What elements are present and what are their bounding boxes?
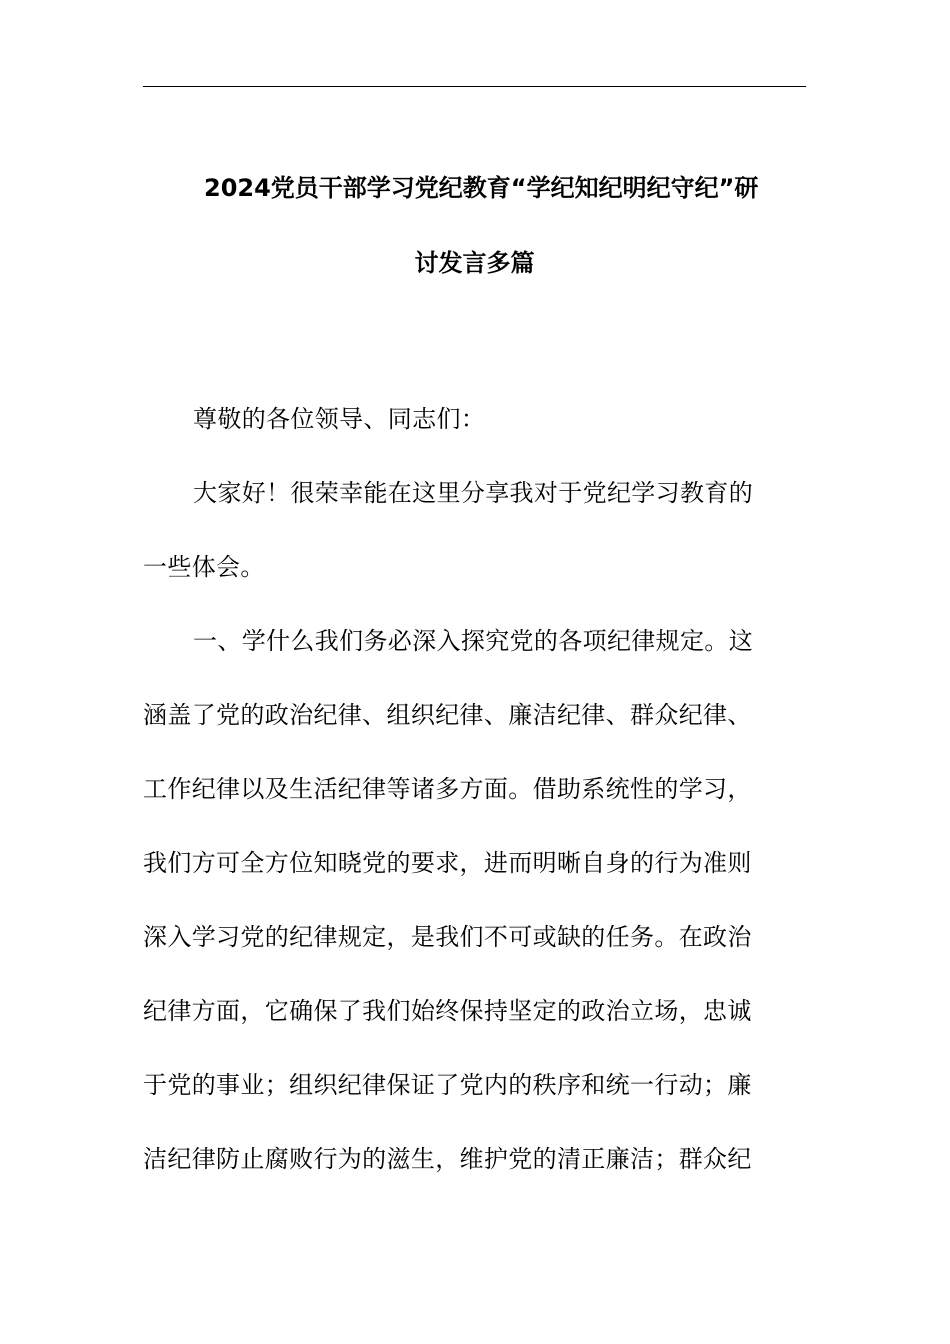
body-line: 涵盖了党的政治纪律、组织纪律、廉洁纪律、群众纪律、 bbox=[143, 701, 752, 729]
body-line: 大家好！很荣幸能在这里分享我对于党纪学习教育的 bbox=[193, 479, 754, 507]
body-line: 一、学什么我们务必深入探究党的各项纪律规定。这 bbox=[193, 627, 754, 655]
body-line: 洁纪律防止腐败行为的滋生，维护党的清正廉洁；群众纪 bbox=[143, 1145, 752, 1173]
document-title-line-1: 2024党员干部学习党纪教育“学纪知纪明纪守纪”研 bbox=[204, 174, 759, 202]
document-body bbox=[143, 382, 806, 1196]
document-title-line-2: 讨发言多篇 bbox=[414, 249, 535, 277]
body-line: 一些体会。 bbox=[143, 553, 265, 581]
body-line: 我们方可全方位知晓党的要求，进而明晰自身的行为准则 bbox=[143, 849, 752, 877]
body-line: 深入学习党的纪律规定，是我们不可或缺的任务。在政治 bbox=[143, 923, 752, 951]
body-line: 于党的事业；组织纪律保证了党内的秩序和统一行动；廉 bbox=[143, 1071, 752, 1099]
body-line: 纪律方面，它确保了我们始终保持坚定的政治立场，忠诚 bbox=[143, 997, 752, 1025]
body-line: 工作纪律以及生活纪律等诸多方面。借助系统性的学习， bbox=[143, 775, 752, 803]
header-rule bbox=[143, 86, 806, 87]
salutation: 尊敬的各位领导、同志们： bbox=[193, 405, 486, 433]
